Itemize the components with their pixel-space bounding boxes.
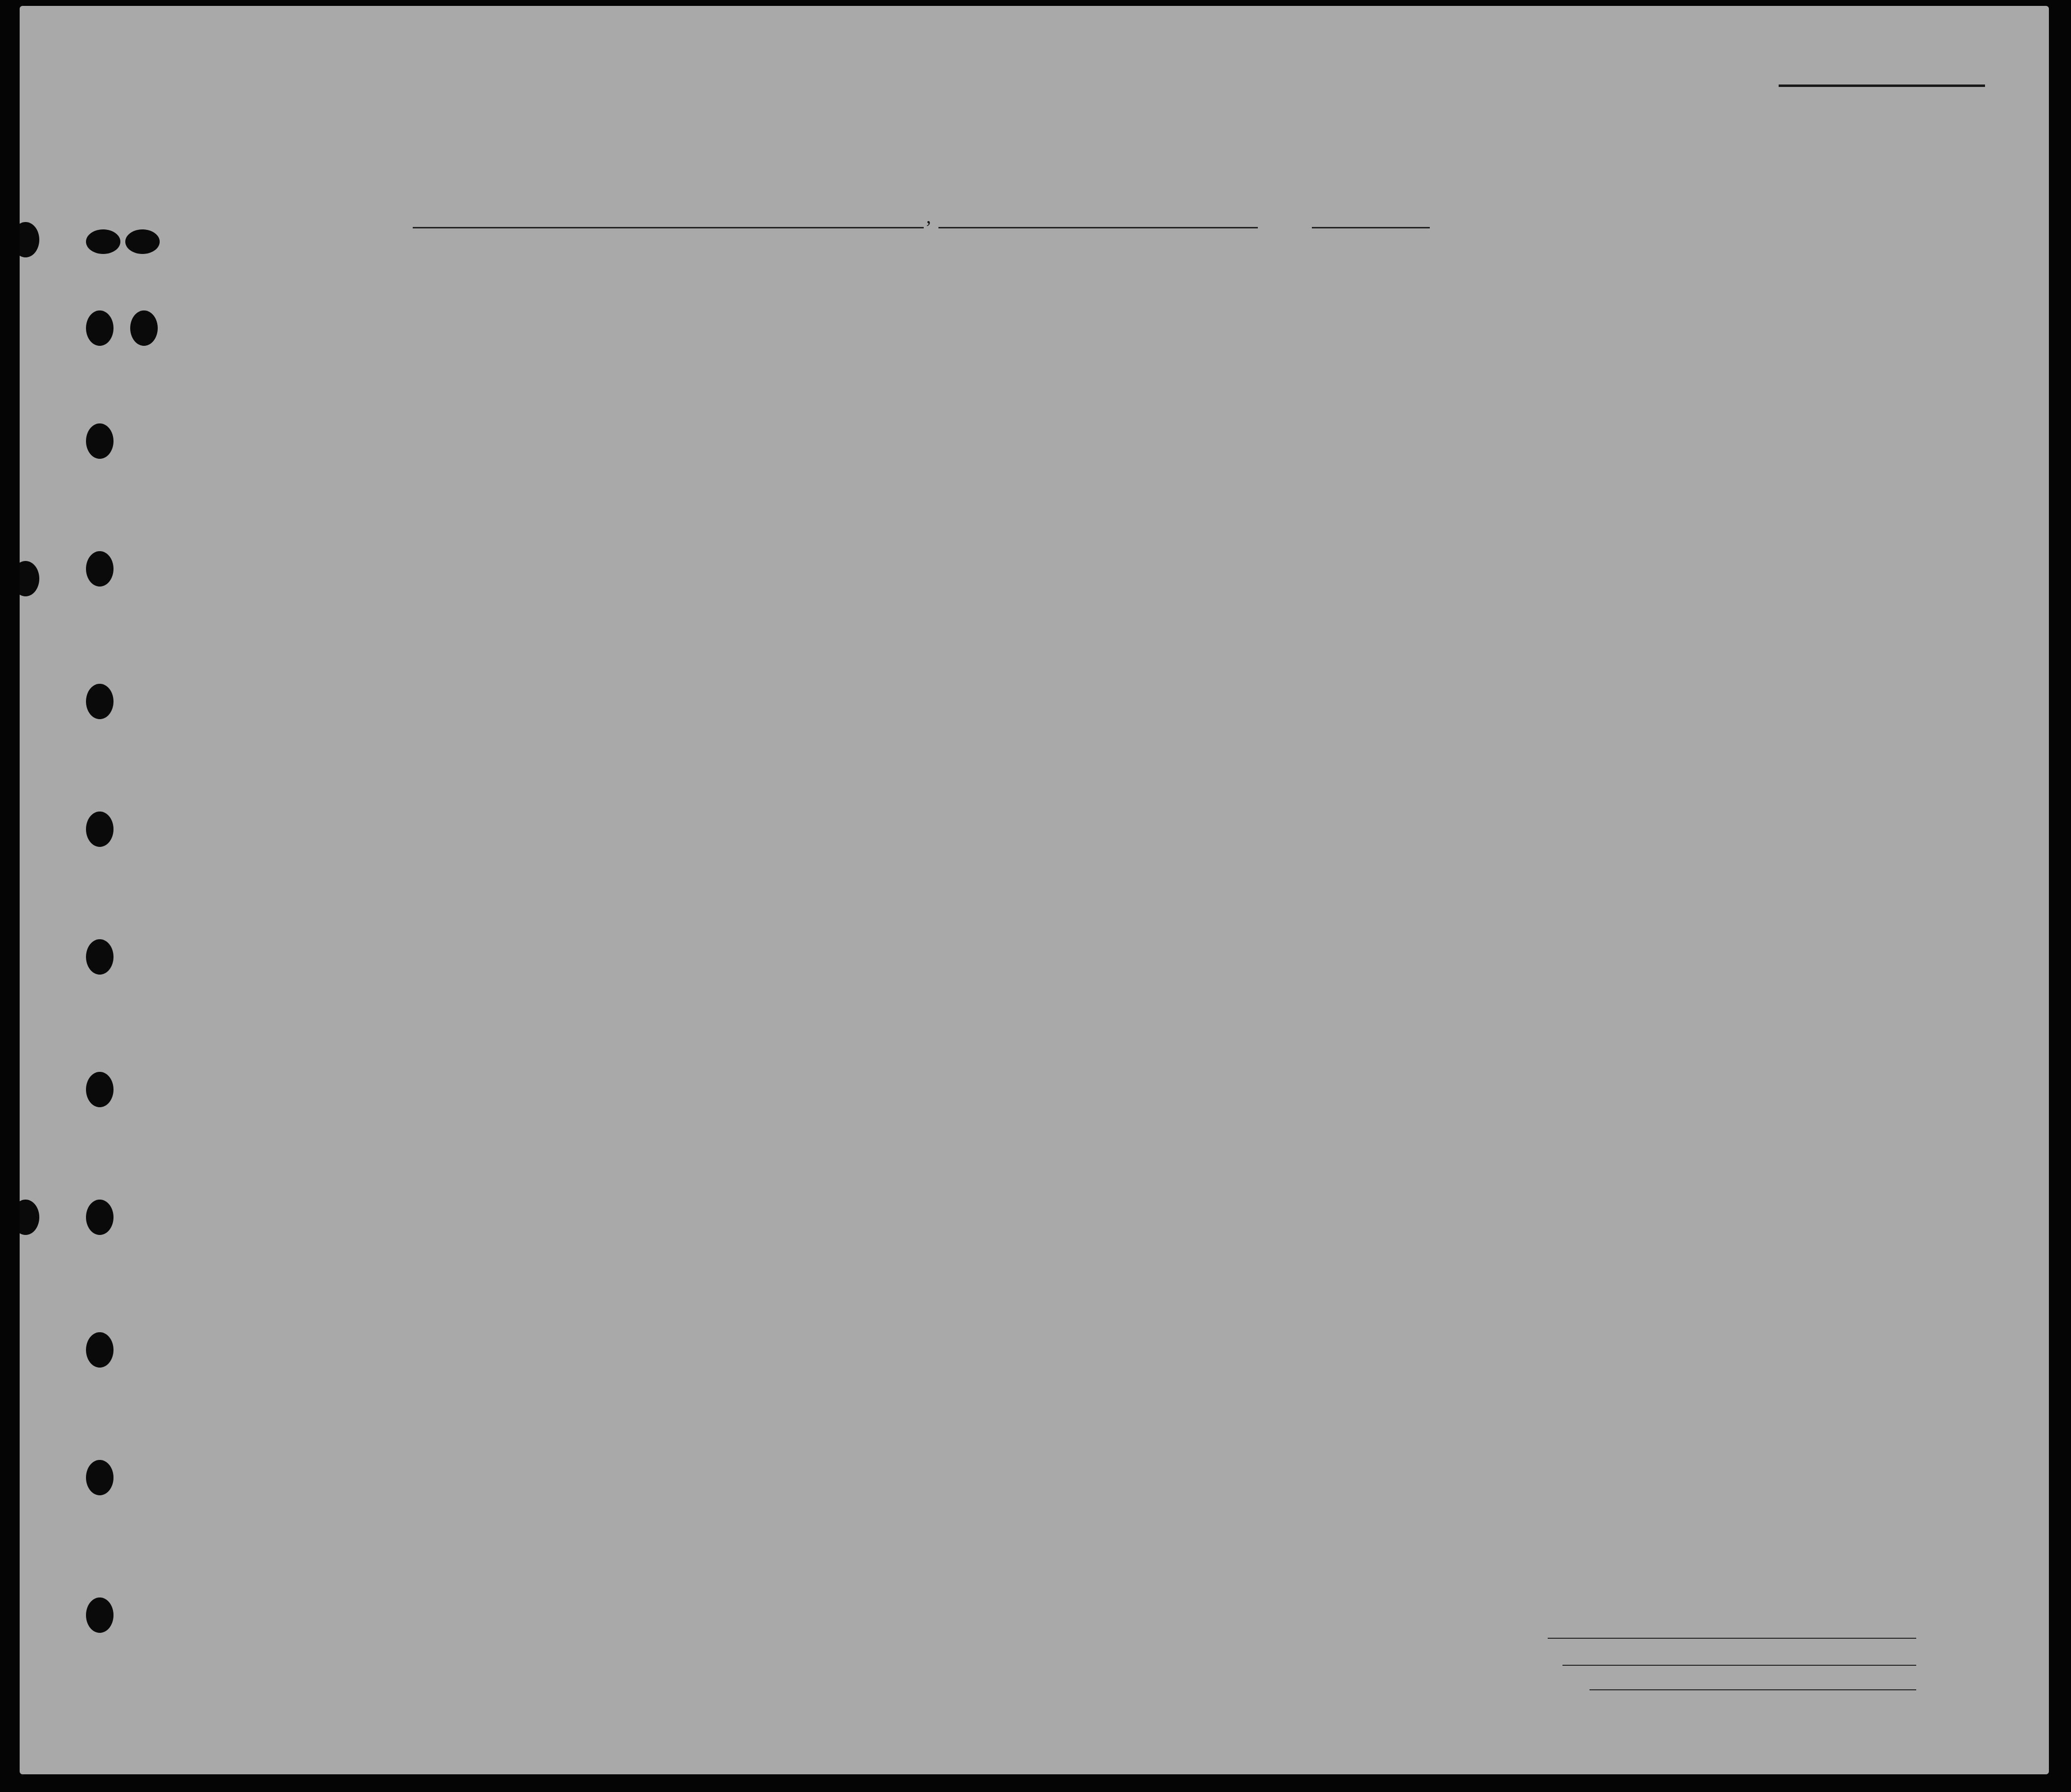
- owners-rule: [1562, 1665, 1916, 1666]
- table-grid: [20, 6, 2049, 1774]
- agents-rule: [1589, 1689, 1916, 1690]
- comma: ,: [926, 205, 931, 227]
- manifest-sheet: [20, 6, 2049, 1774]
- line-rule: [1548, 1638, 1916, 1639]
